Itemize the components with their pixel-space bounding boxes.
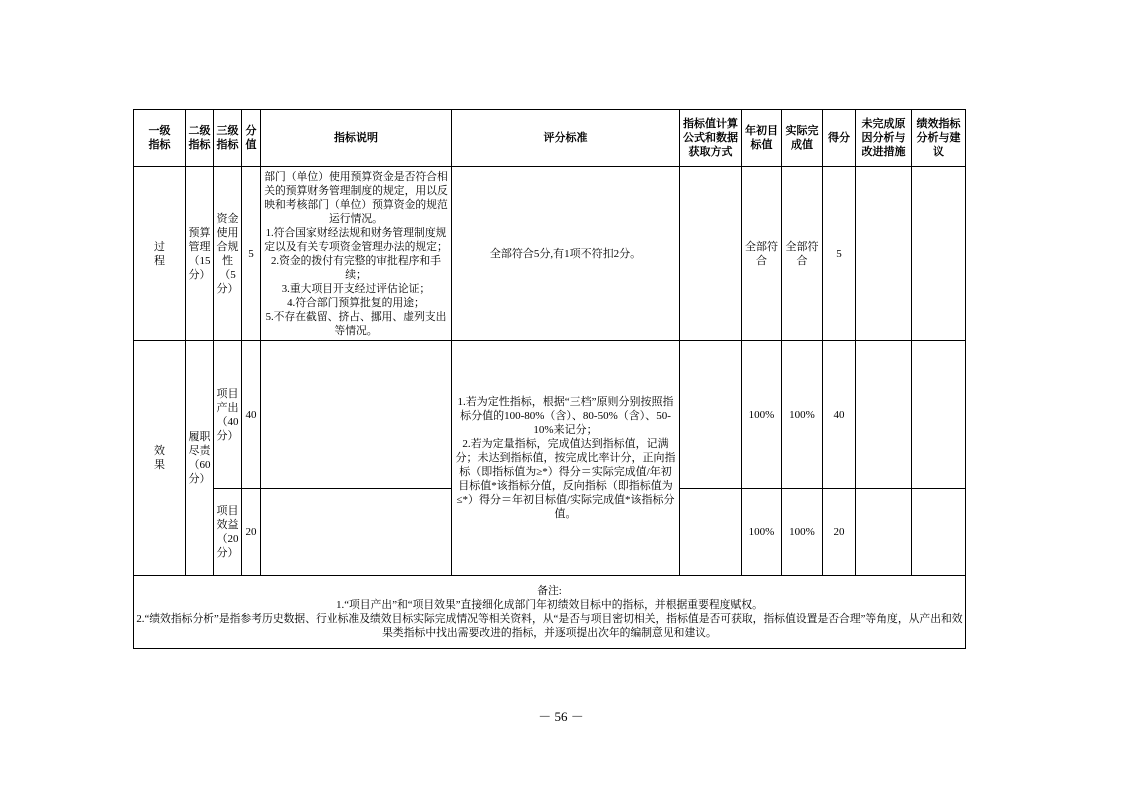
notes-cell (134, 576, 966, 649)
header-formula-cell (680, 110, 742, 167)
process-criteria-cell (452, 167, 680, 341)
effect-benefit-description-cell (261, 489, 452, 576)
effect-benefit-score-value: 20 (833, 526, 845, 538)
process-description-item: 2.资金的拨付有完整的审批程序和手续； (270, 254, 442, 281)
notes-row (134, 576, 966, 649)
page-number: － 56 － (538, 709, 584, 724)
process-level1-label: 过程 (154, 240, 165, 267)
header-formula-label: 指标值计算公式和数据获取方式 (683, 118, 738, 158)
process-level2-cell (186, 167, 214, 341)
effect-benefit-weight-cell (242, 489, 261, 576)
effect-level2-label: 履职尽责（60分） (188, 431, 211, 485)
effect-output-row (134, 341, 966, 489)
process-criteria-text: 全部符合5分,有1项不符扣2分。 (489, 247, 642, 260)
effect-benefit-formula-cell (680, 489, 742, 576)
effect-level1-cell (134, 341, 186, 576)
process-analysis-cell (912, 167, 966, 341)
header-actual-label: 实际完成值 (785, 125, 819, 151)
effect-benefit-level3-label: 项目效益（20分） (216, 505, 239, 559)
header-criteria-cell (452, 110, 680, 167)
notes-title: 备注: (537, 585, 562, 597)
header-description-label: 指标说明 (334, 132, 378, 144)
header-target-cell (742, 110, 782, 167)
process-reason-cell (856, 167, 912, 341)
effect-output-actual-value: 100% (789, 408, 815, 421)
process-level2-label: 预算管理（15分） (188, 226, 211, 281)
effect-criteria-item: 2.若为定量指标，完成值达到指标值，记满分；未达到指标值，按完成比率计分，正向指标（即指标值为≥*）得分＝实际完成值/年初目标值*该指标分值，反向指标（即指标值为≤*）得分＝年初目标值/实际完成值*该指标分值。 (455, 438, 676, 520)
effect-level1-label: 效果 (154, 445, 165, 471)
header-target-label: 年初目标值 (745, 125, 778, 151)
process-weight-cell (242, 167, 261, 341)
notes-item: 2.“绩效指标分析”是指参考历史数据、行业标准及绩效目标实际完成情况等相关资料，从“是否与项目密切相关，指标值是否可获取，指标值设置是否合理”等角度，从产出和效果类指标中找出需要改进的指标，并逐项提出次年的编制意见和建议。 (136, 613, 963, 639)
header-score-cell (823, 110, 856, 167)
effect-benefit-level3-cell (214, 489, 242, 576)
header-criteria-label: 评分标准 (543, 132, 588, 144)
effect-criteria-cell (452, 341, 680, 576)
performance-evaluation-table (133, 109, 966, 649)
effect-level2-cell (186, 341, 214, 576)
header-level1-cell (134, 110, 186, 167)
effect-output-score-value: 40 (833, 408, 845, 421)
process-level3-cell (214, 167, 242, 341)
effect-output-target-value: 100% (748, 408, 775, 421)
header-actual-cell (782, 110, 823, 167)
effect-output-formula-cell (680, 341, 742, 489)
process-actual-cell (782, 167, 823, 341)
header-level2-label: 二级指标 (188, 125, 211, 151)
header-analysis-label: 绩效指标分析与建议 (916, 118, 961, 158)
process-description-item: 3.重大项目开支经过评估论证； (281, 282, 431, 295)
effect-benefit-target-cell (742, 489, 782, 576)
process-actual-value: 全部符合 (785, 240, 819, 267)
effect-output-weight-cell (242, 341, 261, 489)
process-target-cell (742, 167, 782, 341)
process-description-item: 4.符合部门预算批复的用途； (287, 296, 425, 309)
process-score-value: 5 (836, 247, 842, 260)
process-weight-value: 5 (248, 247, 254, 260)
effect-criteria-item: 1.若为定性指标，根据“三档”原则分别按照指标分值的100-80%（含）、80-50%（含）、50-10%来记分； (457, 396, 674, 436)
effect-benefit-weight-value: 20 (245, 526, 257, 538)
effect-output-analysis-cell (912, 341, 966, 489)
process-description-item: 5.不存在截留、挤占、挪用、虚列支出等情况。 (265, 310, 447, 337)
effect-benefit-actual-cell (782, 489, 823, 576)
header-weight-label: 分值 (245, 125, 257, 151)
process-description-intro: 部门（单位）使用预算资金是否符合相关的预算财务管理制度的规定，用以反映和考核部门（单位）预算资金的规范运行情况。 (264, 170, 448, 225)
process-description-cell (261, 167, 452, 341)
process-level1-cell (134, 167, 186, 341)
header-reason-label: 未完成原因分析与改进措施 (861, 118, 906, 158)
effect-output-level3-cell (214, 341, 242, 489)
effect-output-score-cell (823, 341, 856, 489)
effect-output-target-cell (742, 341, 782, 489)
effect-output-level3-label: 项目产出（40分） (216, 387, 239, 442)
notes-item: 1.“项目产出”和“项目效果”直接细化成部门年初绩效目标中的指标，并根据重要程度赋权。 (336, 599, 763, 611)
process-row (134, 167, 966, 341)
process-score-cell (823, 167, 856, 341)
process-level3-label: 资金使用合规性（5分） (216, 212, 239, 295)
header-analysis-cell (912, 110, 966, 167)
header-level2-cell (186, 110, 214, 167)
effect-benefit-reason-cell (856, 489, 912, 576)
header-weight-cell (242, 110, 261, 167)
header-level1-label: 一级指标 (148, 125, 171, 151)
process-formula-cell (680, 167, 742, 341)
header-level3-label: 三级指标 (216, 125, 239, 151)
process-description-item: 1.符合国家财经法规和财务管理制度规定以及有关专项资金管理办法的规定； (264, 226, 448, 253)
effect-output-weight-value: 40 (245, 408, 257, 421)
header-level3-cell (214, 110, 242, 167)
process-target-value: 全部符合 (745, 240, 778, 267)
effect-output-description-cell (261, 341, 452, 489)
header-score-label: 得分 (828, 132, 850, 144)
header-description-cell (261, 110, 452, 167)
header-row (134, 110, 966, 167)
effect-output-actual-cell (782, 341, 823, 489)
effect-benefit-analysis-cell (912, 489, 966, 576)
effect-benefit-target-value: 100% (748, 526, 775, 538)
effect-benefit-actual-value: 100% (789, 526, 815, 538)
effect-output-reason-cell (856, 341, 912, 489)
header-reason-cell (856, 110, 912, 167)
effect-benefit-score-cell (823, 489, 856, 576)
